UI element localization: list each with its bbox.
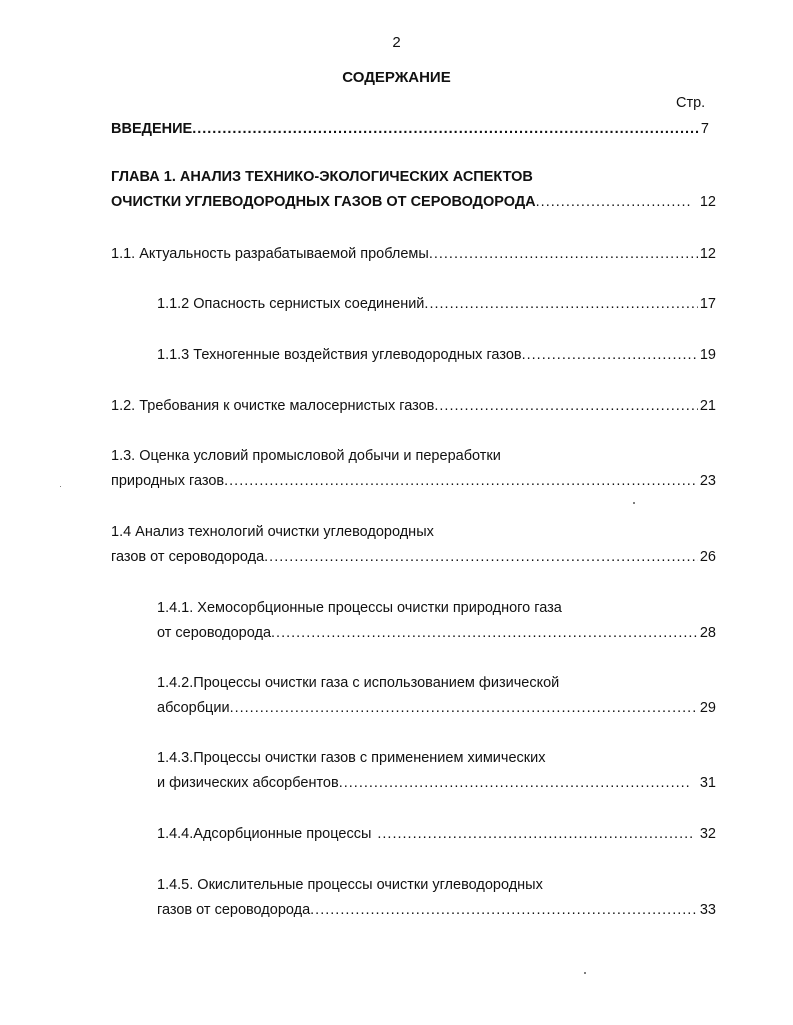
dot-leader	[310, 898, 698, 923]
toc-entry-text-line1: 1.4.1. Хемосорбционные процессы очистки природного газа	[157, 600, 562, 616]
toc-entry-text-line1: 1.4.3.Процессы очистки газов с применением химических	[157, 750, 546, 766]
toc-entry-text-line2: газов от сероводорода	[111, 549, 265, 565]
dot-leader	[230, 696, 698, 721]
toc-entry-page: 17	[699, 296, 716, 312]
toc-entry-1-4[interactable]	[111, 520, 716, 570]
toc-entry-text: ВВЕДЕНИЕ	[111, 121, 193, 137]
toc-entry-page: 7	[700, 121, 709, 137]
toc-entry-text-line2: абсорбции	[157, 700, 230, 716]
toc-entry-text: 1.4.4.Адсорбционные процессы	[157, 826, 372, 842]
toc-entry-text-line2: природных газов	[111, 473, 225, 489]
toc-entry-text: 1.1.3 Техногенные воздействия углеводородных газов	[157, 347, 522, 363]
toc-entry-page: 21	[699, 398, 716, 414]
toc-entry-text: 1.1.2 Опасность сернистых соединений	[157, 296, 425, 312]
toc-entry-intro[interactable]	[111, 117, 709, 142]
toc-entry-1-1-3[interactable]	[157, 343, 716, 368]
dot-leader	[424, 292, 697, 317]
dot-leader	[429, 242, 698, 267]
toc-entry-text-line2: ОЧИСТКИ УГЛЕВОДОРОДНЫХ ГАЗОВ ОТ СЕРОВОДОРОДА	[111, 194, 536, 210]
toc-entry-text-line1: 1.3. Оценка условий промысловой добычи и переработки	[111, 448, 501, 464]
toc-entry-1-4-4[interactable]	[157, 822, 716, 847]
dot-leader	[339, 771, 692, 796]
toc-entry-page: 12	[699, 246, 716, 262]
scan-speck	[633, 502, 635, 504]
dot-leader	[522, 343, 698, 368]
dot-leader	[377, 822, 691, 847]
toc-entry-1-4-1[interactable]	[157, 596, 716, 646]
toc-entry-1-4-3[interactable]	[157, 746, 716, 796]
dot-leader	[264, 545, 698, 570]
toc-entry-1-3[interactable]	[111, 444, 716, 494]
toc-entry-text-line1: ГЛАВА 1. АНАЛИЗ ТЕХНИКО-ЭКОЛОГИЧЕСКИХ АСПЕКТОВ	[111, 169, 533, 185]
toc-entry-chapter-1[interactable]	[111, 165, 716, 215]
dot-leader	[536, 190, 692, 215]
toc-entry-text-line1: 1.4.2.Процессы очистки газа с использованием физической	[157, 675, 560, 691]
page-title: СОДЕРЖАНИЕ	[342, 69, 451, 86]
dot-leader	[192, 117, 699, 142]
toc-entry-text-line1: 1.4 Анализ технологий очистки углеводородных	[111, 524, 434, 540]
toc-entry-page: 32	[699, 826, 716, 842]
dot-leader	[271, 621, 698, 646]
toc-entry-text-line2: от сероводорода	[157, 625, 272, 641]
toc-entry-text-line1: 1.4.5. Окислительные процессы очистки углеводородных	[157, 877, 543, 893]
scan-speck	[60, 486, 61, 487]
toc-entry-page: 28	[699, 625, 716, 641]
toc-entry-page: 33	[699, 902, 716, 918]
toc-entry-page: 23	[699, 473, 716, 489]
dot-leader	[224, 469, 698, 494]
toc-entry-page: 19	[699, 347, 716, 363]
toc-entry-text-line2: газов от сероводорода	[157, 902, 311, 918]
page-column-label: Стр.	[676, 95, 706, 111]
toc-entry-text-line2: и физических абсорбентов	[157, 775, 339, 791]
toc-entry-page: 12	[699, 194, 716, 210]
toc-entry-1-2[interactable]	[111, 394, 716, 419]
toc-entry-text: 1.2. Требования к очистке малосернистых газов	[111, 398, 435, 414]
toc-entry-page: 29	[699, 700, 716, 716]
toc-entry-text: 1.1. Актуальность разрабатываемой проблемы	[111, 246, 429, 262]
dot-leader	[434, 394, 697, 419]
toc-entry-1-4-5[interactable]	[157, 873, 716, 923]
page-number: 2	[392, 34, 401, 51]
toc-entry-page: 26	[699, 549, 716, 565]
scan-speck	[584, 972, 586, 974]
toc-entry-1-1-2[interactable]	[157, 292, 716, 317]
toc-entry-1-4-2[interactable]	[157, 671, 716, 721]
toc-entry-page: 31	[699, 775, 716, 791]
toc-entry-1-1[interactable]	[111, 242, 716, 267]
